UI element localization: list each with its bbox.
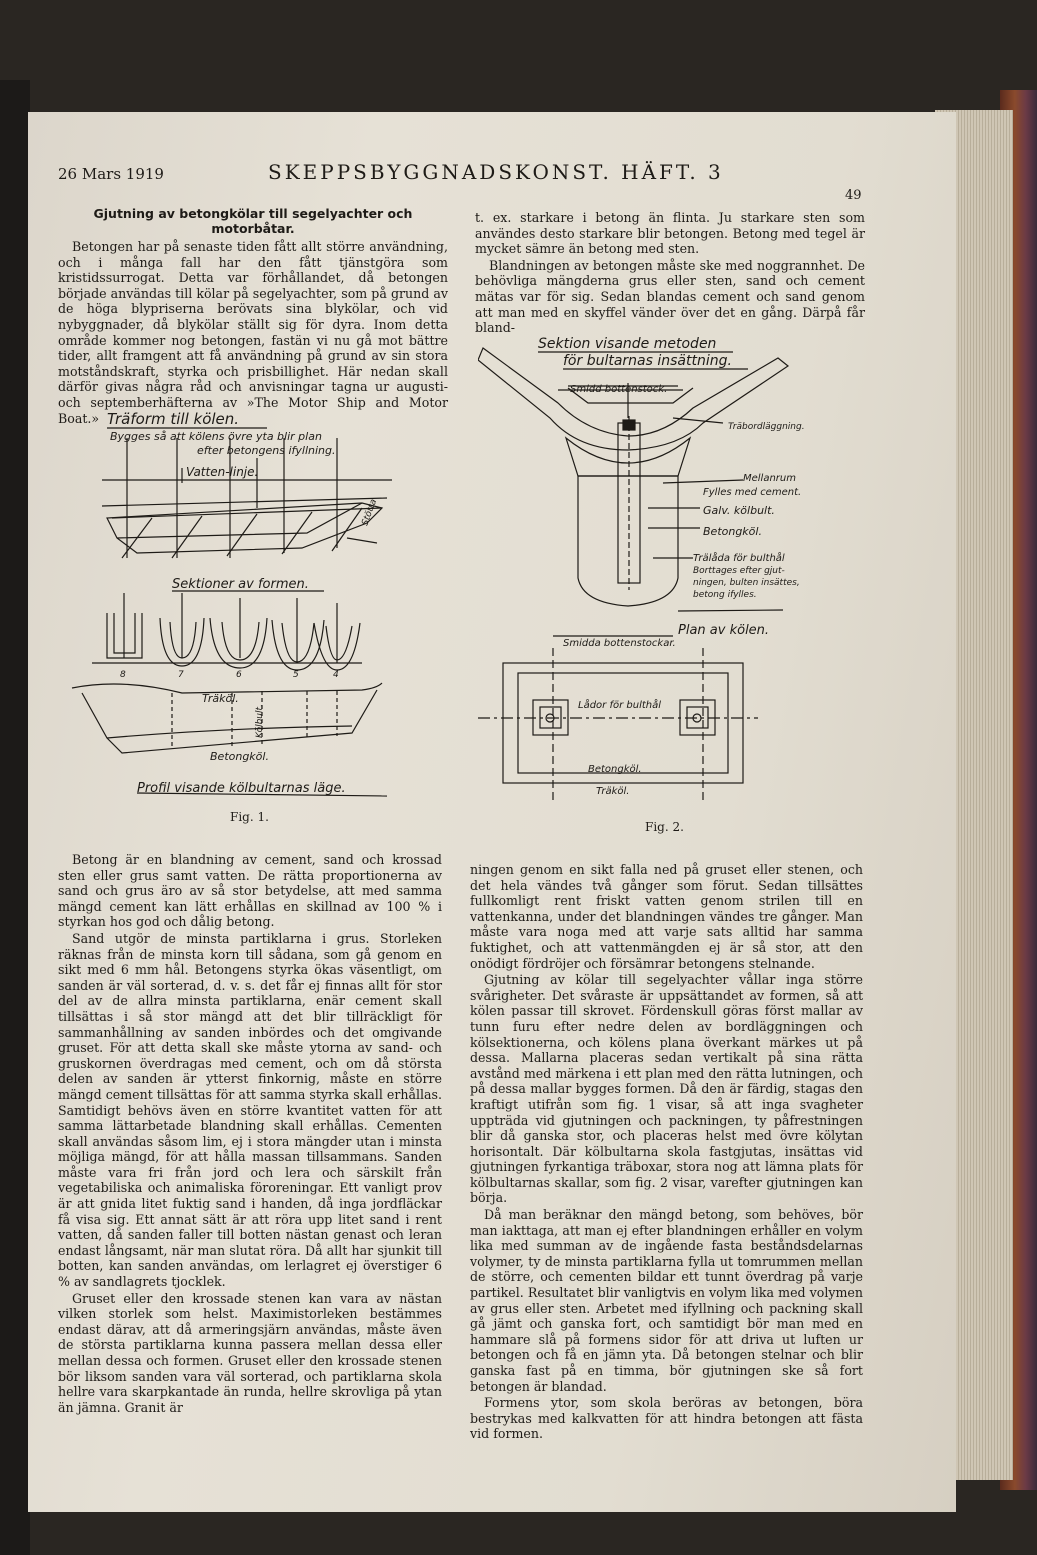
fig1-note2: efter betongens ifyllning. [197, 444, 336, 457]
concrete-keel [578, 476, 678, 606]
fig1-kolbult: Kölbult. [255, 704, 265, 738]
fig2-betongkol: Betongköl. [703, 525, 762, 538]
paragraph-sand: Sand utgör de minsta partiklarna i grus. Storleken räknas från de minsta korn till sådana, som gå genom en sikt med 6 mm hål. Betongens styrka ökas väsentligt, om sanden är väl sorterad, d. v. s. det får ej finnas allt för stor del av de allra minsta partiklarna, enär cement skall tillsättas i så stor mängd att det blir tillräckligt för sammanhållning av sanden inbördes och det omgivande gruset. För att detta skall ske måste ytorna av sand- och gruskornen överdragas med cement, och om då största delen av sanden är ytterst finkornig, måste en större mängd cement tillsättas för att samma styrka skall erhållas. Samtidigt behövs även en större kvantitet vatten för att samma lättarbetade blandning skall erhållas. Cementen skall användas såsom lim, ej i stora mängder utan i minsta möjliga mängd, för att hålla massan tillsammans. Sanden måste vara fri från jord och lera och särskilt från vegetabiliska och animaliska föroreningar. Ett vanligt prov är att gnida litet fuktig sand i handen, då inga jordfläckar få visa sig. Ett annat sätt är att röra upp litet sand i rent vatten, då sanden faller till botten nästan genast och leran endast långsamt, när man slutat röra. Då allt har sjunkit till botten, kan sanden användas, om lerlagret ej överstiger 6 % av sandlagrets tjocklek. [58, 930, 442, 1290]
bottom-left-column [58, 852, 442, 1416]
fig2-smidda: Smidda bottenstockar. [563, 638, 676, 649]
right-top-paragraph-2: Blandningen av betongen måste ske med noggrannhet. De behövliga mängderna grus eller sten, sand och cement mätas var för sig. Sedan blandas cement och sand genom att man med en skyffel vänder över det en gång. Därpå får bland- [475, 257, 865, 336]
sec-num-7: 7 [178, 670, 184, 680]
fig2-plan-trakol: Träköl. [596, 786, 630, 797]
fig2-tralada4: betong ifylles. [693, 590, 757, 600]
paragraph-betong: Betong är en blandning av cement, sand och krossad sten eller grus samt vatten. De rätta proportionerna av sand och grus äro av så stor betydelse, att med samma mängd cement kan lätt erhållas en skillnad av 100 % i styrkan hos god och dålig betong. [58, 852, 442, 930]
fig1-sections-title: Sektioner av formen. [172, 577, 309, 592]
book-spine [0, 80, 30, 1555]
figure-1 [62, 408, 442, 803]
fig2-plan-betong: Betongköl. [588, 764, 642, 775]
sec-num-8: 8 [120, 670, 126, 680]
fig2-trabord: Träbordläggning. [728, 422, 805, 432]
fig2-title1: Sektion visande metoden [538, 336, 717, 352]
paragraph-blandning: ningen genom en sikt falla ned på gruset eller stenen, och det hela vändes två gånger som förut. Sedan tillsättes fullkomligt rent friskt vatten genom strilen till en vattenkanna, under det blandningen vändes tre gånger. Man måste vara noga med att varje sats alltid har samma fuktighet, och att vattenmängden ej är så stor, att den onödigt fördröjer och försämrar betongens stelnande. [470, 862, 863, 971]
fig1-vattenlinje: Vatten-linje. [186, 465, 259, 479]
fig1-profile-title: Profil visande kölbultarnas läge. [137, 781, 346, 796]
paragraph-gjutning: Gjutning av kölar till segelyachter vållar inga större svårigheter. Det svåraste är uppsättandet av formen, så att kölen passar till skrovet. Fördenskull göras först mallar av tunn furu efter nedre delen av bordläggningen och kölsektionerna, och kölens plana överkant märkes ut på dessa. Mallarna placeras sedan vertikalt på sina rätta avstånd med märkena i ett plan med den rätta lutningen, och på dessa mallar bygges formen. Då den är färdig, stagas den kraftigt utifrån som fig. 1 visar, så att inga svagheter uppträda vid gjutningen och packningen, ty påfrestningen blir då ganska stor, och placeras helst med övre kölytan horisontalt. Där kölbultarna skola fastgjutas, insättas vid gjutningen fyrkantiga träboxar, stora nog att lämna plats för kölbultarnas skallar, som fig. 2 visar, varefter gjutningen kan börja. [470, 972, 863, 1206]
sec-num-4: 4 [333, 670, 339, 680]
fig1-betongkol: Betongköl. [210, 750, 269, 763]
journal-title: SKEPPSBYGGNADSKONST. HÄFT. 3 [268, 160, 724, 184]
intro-paragraph: Betongen har på senaste tiden fått allt större användning, och i många fall har den fått tjänstgöra som kristidssurrogat. Detta var förhållandet, då betongen började användas till kölar på segelyachter, som på grund av de höga blypriserna berövats sina blykölar, och vid nybyggnader, då blykölar ställt sig för dyra. Inom detta område kommer nog betongen, fastän vi nu gå mot bättre tider, allt framgent att få användning på grund av sin stora motståndskraft, styrka och prisbillighet. Här nedan skall därför givas några råd och anvisningar tagna ur augusti- och septemberhäfterna av »The Motor Ship and Motor Boat.» [58, 239, 448, 426]
fig2-tralada2: Borttages efter gjut- [693, 566, 785, 576]
fig1-stotta: Stötta [360, 497, 380, 528]
sec-num-6: 6 [236, 670, 242, 680]
fig2-title2: för bultarnas insättning. [563, 353, 732, 369]
fig2-mellanrum2: Fylles med cement. [703, 487, 802, 498]
header-date: 26 Mars 1919 [58, 165, 164, 183]
right-top-paragraph: t. ex. starkare i betong än flinta. Ju starkare sten som användes desto starkare blir betongen. Betong med tegel är mycket sämre än betong med sten. [475, 210, 865, 257]
sec-num-5: 5 [293, 670, 299, 680]
fig1-note1: Bygges så att kölens övre yta blir plan [110, 430, 322, 443]
fig2-caption: Fig. 2. [645, 820, 684, 834]
fig2-plan-title: Plan av kölen. [678, 623, 770, 638]
bottom-right-column [470, 862, 863, 1443]
paragraph-volym: Då man beräknar den mängd betong, som behöves, bör man iakttaga, att man ej efter blandningen erhåller en volym lika med summan av de ingående fasta beståndsdelarnas volymer, ty de minsta partiklarna fylla ut tomrummen mellan de större, och cementen bildar ett tunnt överdrag på varje partikel. Resultatet blir vanligtvis en volym lika med volymen av grus eller sten. Arbetet med ifyllning och packning skall gå jämt och ganska fort, och samtidigt bör man med en hammare slå på formens sidor för att driva ut luften ur betongen och få en jämn yta. Då betongen stelnar och blir ganska fast på en timma, bör gjutningen ske så fort betongen är blandad. [470, 1207, 863, 1394]
intro-column [58, 206, 448, 427]
paragraph-gruset: Gruset eller den krossade stenen kan vara av nästan vilken storlek som helst. Maximistorleken bestämmes endast därav, att då armeringsjärn användas, måste även de största partiklarna kunna passera mellan dessa eller mellan dessa och formen. Gruset eller den krossade stenen bör liksom sanden vara väl sorterad, och partiklarna skola hellre vara skarpkantade än runda, hellre skrovliga på ytan än jämna. Granit är [58, 1290, 442, 1415]
fig2-smidd: Smidd bottenstock. [570, 384, 668, 395]
right-top-column [475, 210, 865, 337]
form-outline [107, 503, 382, 553]
fig2-tralada3: ningen, bulten insättes, [693, 578, 800, 588]
form-sections [92, 593, 362, 670]
fig1-title: Träform till kölen. [107, 410, 240, 428]
fig2-galv: Galv. kölbult. [703, 504, 775, 517]
fig2-lador: Lådor för bulthål [578, 700, 662, 711]
paragraph-formens-ytor: Formens ytor, som skola beröras av betongen, böra bestrykas med kalkvatten för att hindra betongen att fästa vid formen. [470, 1395, 863, 1442]
fig1-trakol: Träköl. [202, 692, 239, 705]
page-number: 49 [845, 188, 862, 203]
fig2-tralada1: Trälåda för bulthål [693, 553, 785, 564]
figure-2 [478, 328, 838, 808]
article-title: Gjutning av betongkölar till segelyachter och motorbåtar. [93, 206, 413, 236]
fig2-mellanrum1: Mellanrum [743, 473, 796, 484]
fig1-caption: Fig. 1. [230, 810, 269, 824]
